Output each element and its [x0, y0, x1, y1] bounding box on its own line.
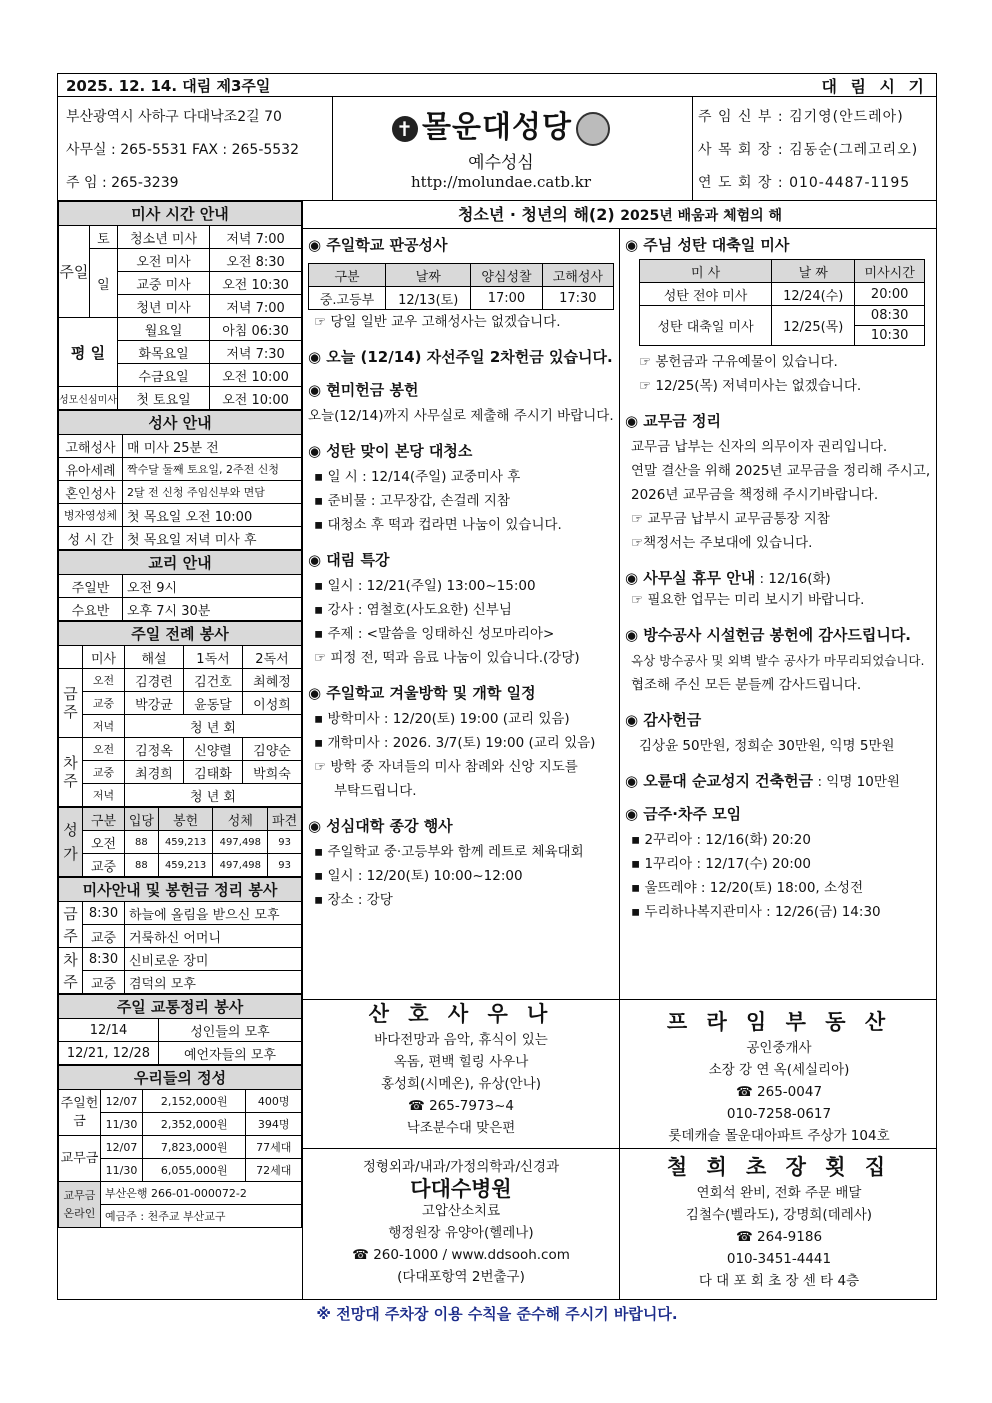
patron: 예수성심: [468, 153, 534, 173]
advent-lecture: ◉ 대림 특강 ▪ 일시 : 12/21(주일) 13:00~15:00 ▪ 강사 : 염철호(사도요한) 신부님 ▪ 주제 : <말씀을 잉태하신 성모마리아> ☞ 피정 전, 떡과 음료 나눔이 있습니다.(강당): [308, 551, 580, 666]
cash-offering: ◉ 현미헌금 봉헌 오늘(12/14)까지 사무실로 제출해 주시기 바랍니다.: [308, 381, 614, 424]
liturgical-season: 대 림 시 기: [821, 77, 928, 96]
first-sat-label: 성모신심미사: [59, 387, 118, 410]
guide-table: 미사안내 및 봉헌금 정리 봉사 금주 8:30 하늘에 올림을 받으신 모후 교중 거룩하신 어머니 차주 8:30 신비로운 장미 교중 겸덕의 모후: [58, 877, 302, 994]
offering-table: 우리들의 정성 주일헌금 12/07 2,152,000원 400명 11/30 2,352,000원 394명 교무금 12/07 7,823,000원 77세대 11/30 6,055,000원 72세대 교무금 온라인 부산은행 266-01-000072-2 예금주 : 천주교 부산교구: [58, 1065, 302, 1228]
sacrament-title: 성사 안내: [59, 411, 302, 435]
ad-restaurant: 철 희 초 장 횟 집 연회석 완비, 전화 주문 배달 김철수(벨라도), 강명희(데레사) ☎ 264-9186 010-3451-4441 다 대 포 회 초 장 센 타 4층: [666, 1155, 892, 1289]
this-week-label: 금주: [59, 669, 83, 738]
church-seal-icon: [576, 112, 610, 146]
mass-title: 미사 시간 안내: [59, 202, 302, 226]
bank-account: 부산은행 266-01-000072-2: [101, 1182, 302, 1205]
traffic-title: 주일 교통정리 봉사: [59, 995, 302, 1019]
parking-notice: ※ 전망대 주차장 이용 수칙을 준수해 주시기 바랍니다.: [316, 1305, 678, 1323]
christmas-table: 미 사 날 짜 미사시간 성탄 전야 미사 12/24(수) 20:00 성탄 대축일 미사 12/25(목) 08:30 10:30: [639, 259, 925, 346]
left-column: [58, 201, 302, 1228]
next-week-label: 차주: [59, 738, 83, 807]
church-name: 몰운대성당: [422, 110, 572, 145]
liturgy-table: 주일 전례 봉사 미사 해설 1독서 2독서 금주 오전 김경련 김건호 최혜정 교중 박강균 윤동달 이성희 저녁 청 년 회 차주 오전 김정옥 신양렬 김양순 교중 최경희 김태화 박희숙 저녁 청 년 회: [58, 621, 302, 807]
traffic-table: 주일 교통정리 봉사 12/14 성인들의 모후 12/21, 12/28 예언자들의 모후: [58, 994, 302, 1065]
pastor-phone: 주 임 : 265-3239: [66, 175, 179, 191]
banner-subtitle: 2025년 배움과 체험의 해: [620, 208, 783, 224]
staff-block: [698, 101, 934, 200]
school-confession: ◉ 주일학교 판공성사 구분 날짜 양심성찰 고해성사 중.고등부 12/13(토) 17:00 17:30 ☞ 당일 일반 교우 고해성사는 없겠습니다.: [308, 234, 614, 334]
ad-hospital: 정형외과/내과/가정의학과/신경과 다대수병원 고압산소치료 행정원장 유양아(헬레나) ☎ 260-1000 / www.ddsooh.com (다대포항역 2번출구): [352, 1159, 570, 1285]
shrine-building: ◉ 오륜대 순교성지 건축헌금 : 익명 10만원: [625, 772, 900, 790]
council-president: 사 목 회 장 : 김동순(그레고리오): [698, 142, 919, 158]
church-logo: [336, 102, 666, 200]
yeondo-president: 연 도 회 장 : 010-4487-1195: [698, 175, 911, 191]
banner-title: 청소년 · 청년의 해(2): [457, 205, 615, 224]
ad-sauna: 산 호 사 우 나 바다전망과 음악, 휴식이 있는 옥돔, 편백 힐링 사우나 홍성희(시메온), 유상(안나) ☎ 265-7973~4 낙조분수대 맞은편: [368, 1002, 554, 1136]
college-event: ◉ 성심대학 종강 행사 ▪ 주일학교 중·고등부와 함께 레트로 체육대회 ▪ 일시 : 12/20(토) 10:00~12:00 ▪ 장소 : 강당: [308, 817, 584, 908]
meetings: ◉ 금주·차주 모임 ▪ 2꾸리아 : 12/16(화) 20:20 ▪ 1꾸리아 : 12/17(수) 20:00 ▪ 울뜨레야 : 12/20(토) 18:00, 소성전 ▪ 두리하나복지관미사 : 12/26(금) 14:30: [625, 805, 881, 920]
doctrine-title: 교리 안내: [59, 551, 302, 575]
christmas-mass: ◉ 주님 성탄 대축일 미사 미 사 날 짜 미사시간 성탄 전야 미사 12/24(수) 20:00 성탄 대축일 미사 12/25(목) 08:30 10:30 ☞ 봉헌금과 구유예물이 있습니다. ☞ 12/25(목) 저녁미사는 없겠습니다.: [625, 234, 933, 398]
office-closure: ◉ 사무실 휴무 안내 : 12/16(화) ☞ 필요한 업무는 미리 보시기 바랍니다.: [625, 569, 865, 608]
sunday-label: 주일: [59, 226, 90, 318]
waterproof-thanks: ◉ 방수공사 시설헌금 봉헌에 감사드립니다. 옥상 방수공사 및 외벽 발수 공사가 마무리되었습니다. 협조해 주신 모든 분들께 감사드립니다.: [625, 626, 925, 693]
issue-date: 2025. 12. 14. 대림 제3주일: [66, 77, 271, 95]
right-column: [625, 234, 933, 936]
second-collection: ◉ 오늘 (12/14) 자선주일 2차헌금 있습니다.: [308, 348, 613, 366]
weekday-label: 평 일: [59, 318, 118, 387]
ad-realestate: 프 라 임 부 동 산 공인중개사 소장 강 연 옥(세실리아) ☎ 265-0047 010-7258-0617 롯데캐슬 몰운대아파트 주상가 104호: [666, 1010, 892, 1144]
choir-table: 성가 구분 입당 봉헌 성체 파견 오전 88 459,213 497,498 93 교중 88 459,213 497,498 93: [58, 807, 302, 877]
day-label: 일: [89, 249, 117, 318]
thanks-offering: ◉ 감사헌금 김상윤 50만원, 정희순 30만원, 익명 5만원: [625, 711, 895, 754]
middle-column: [308, 234, 614, 924]
cross-icon: ✝: [392, 116, 418, 142]
address: 부산광역시 사하구 다대낙조2길 70: [66, 109, 282, 125]
guide-title: 미사안내 및 봉헌금 정리 봉사: [59, 878, 302, 902]
sacrament-table: 성사 안내 고해성사 매 미사 25분 전 유아세례 짝수달 둘째 토요일, 2주전 신청 혼인성사 2달 전 신청 주임신부와 면담 병자영성체 첫 목요일 오전 10:00 성 시 간 첫 목요일 저녁 미사 후: [58, 410, 302, 550]
offering-title: 우리들의 정성: [59, 1066, 302, 1090]
mass-table: 미사 시간 안내 주일 토 청소년 미사 저녁 7:00 일 오전 미사 오전 8:30 교중 미사 오전 10:30 청년 미사 저녁 7:00 평 일 월요일 아침 06:30 화목요일 저녁 7:30 수금요일 오전 10:00 성모신심미사 첫 토요일 오전 10:00: [58, 201, 302, 410]
cleaning-notice: ◉ 성탄 맞이 본당 대청소 ▪ 일 시 : 12/14(주일) 교중미사 후 ▪ 준비물 : 고무장갑, 손걸레 지참 ▪ 대청소 후 떡과 컵라면 나눔이 있습니다.: [308, 442, 562, 533]
church-url[interactable]: http://molundae.catb.kr: [410, 173, 592, 191]
choir-label: 성가: [59, 808, 83, 877]
sat-label: 토: [89, 226, 117, 249]
bulletin-page: [57, 73, 937, 1300]
doctrine-table: 교리 안내 주일반 오전 9시 수요반 오후 7시 30분: [58, 550, 302, 621]
confession-table: 구분 날짜 양심성찰 고해성사 중.고등부 12/13(토) 17:00 17:30: [308, 263, 614, 310]
winter-schedule: ◉ 주일학교 겨울방학 및 개학 일정 ▪ 방학미사 : 12/20(토) 19:00 (교리 있음) ▪ 개학미사 : 2026. 3/7(토) 19:00 (교리 있음) ☞ 방학 중 자녀들의 미사 참례와 신앙 지도를 부탁드립니다.: [308, 684, 596, 799]
office-phone: 사무실 : 265-5531 FAX : 265-5532: [66, 142, 299, 158]
pastor: 주 임 신 부 : 김기영(안드레아): [698, 109, 904, 125]
year-banner: [303, 202, 937, 228]
liturgy-title: 주일 전례 봉사: [59, 622, 302, 646]
address-block: [58, 101, 332, 200]
kyomu-notice: ◉ 교무금 정리 교무금 납부는 신자의 의무이자 권리입니다. 연말 결산을 위해 2025년 교무금을 정리해 주시고, 2026년 교무금을 책정해 주시기바랍니다. ☞ 교무금 납부시 교무금통장 지참 ☞책정서는 주보대에 있습니다.: [625, 412, 931, 551]
